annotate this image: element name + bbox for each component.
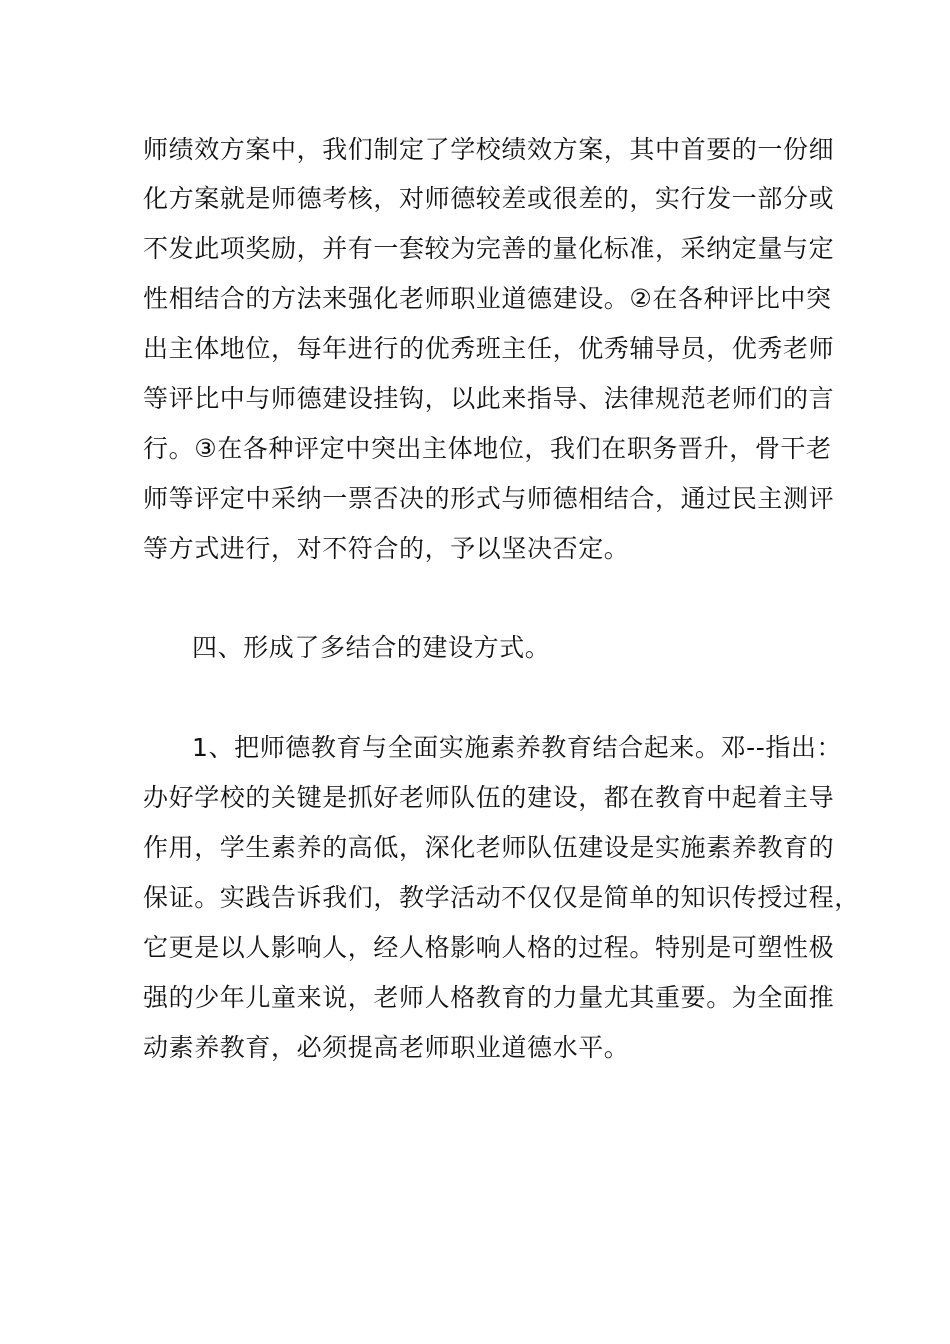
text-line: 作用，学生素养的高低，深化老师队伍建设是实施素养教育的 — [143, 833, 835, 862]
text-line: 动素养教育，必须提高老师职业道德水平。 — [143, 1033, 630, 1062]
text-line: 等评比中与师德建设挂钩，以此来指导、法律规范老师们的言 — [143, 384, 835, 413]
text-line: 性相结合的方法来强化老师职业道德建设。②在各种评比中突 — [143, 284, 832, 313]
text-line: 等方式进行，对不符合的，予以坚决否定。 — [143, 534, 630, 563]
text-line: 行。③在各种评定中突出主体地位，我们在职务晋升，骨干老 — [143, 434, 832, 463]
text-line: 化方案就是师德考核，对师德较差或很差的，实行发一部分或 — [143, 184, 835, 213]
text-line: 保证。实践告诉我们，教学活动不仅仅是简单的知识传授过程， — [143, 883, 860, 912]
text-line: 不发此项奖励，并有一套较为完善的量化标准，采纳定量与定 — [143, 234, 835, 263]
text-line: 师绩效方案中，我们制定了学校绩效方案，其中首要的一份细 — [143, 135, 835, 164]
text-line: 强的少年儿童来说，老师人格教育的力量尤其重要。为全面推 — [143, 983, 835, 1012]
section-heading-text: 四、形成了多结合的建设方式。 — [192, 633, 551, 662]
text-line: 办好学校的关键是抓好老师队伍的建设，都在教育中起着主导 — [143, 783, 835, 812]
text-line: 师等评定中采纳一票否决的形式与师德相结合，通过民主测评 — [143, 484, 835, 513]
text-line: 出主体地位，每年进行的优秀班主任，优秀辅导员，优秀老师 — [143, 334, 835, 363]
text-line: 1、把师德教育与全面实施素养教育结合起来。邓--指出： — [192, 733, 843, 762]
text-line: 它更是以人影响人，经人格影响人格的过程。特别是可塑性极 — [143, 933, 835, 962]
